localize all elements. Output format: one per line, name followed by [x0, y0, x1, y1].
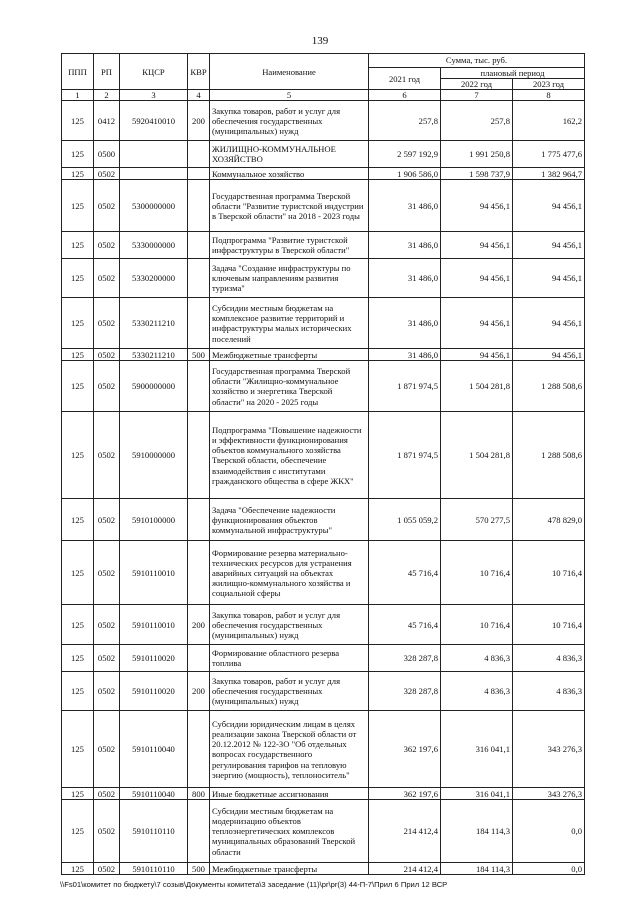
- cell-name: Межбюджетные трансферты: [210, 349, 369, 361]
- table-row: [62, 349, 585, 361]
- cell-ppp: 125: [62, 645, 94, 672]
- column-number: 8: [513, 90, 585, 101]
- cell-kvr: [188, 141, 210, 168]
- cell-amount-2022: 94 456,1: [441, 180, 513, 232]
- cell-amount-2023: 1 288 508,6: [513, 412, 585, 499]
- column-number: 2: [94, 90, 120, 101]
- cell-amount-2022: 94 456,1: [441, 349, 513, 361]
- table-row: [62, 800, 585, 863]
- cell-kvr: [188, 711, 210, 788]
- cell-kcsr: 5910110010: [120, 541, 188, 605]
- budget-table: [61, 53, 585, 875]
- cell-kvr: [188, 168, 210, 180]
- page-number: 139: [311, 35, 329, 47]
- cell-rp: 0502: [94, 499, 120, 541]
- cell-ppp: 125: [62, 361, 94, 412]
- cell-rp: 0502: [94, 168, 120, 180]
- cell-amount-2021: 2 597 192,9: [369, 141, 441, 168]
- cell-amount-2021: 31 486,0: [369, 232, 441, 259]
- cell-ppp: 125: [62, 259, 94, 298]
- cell-amount-2022: 94 456,1: [441, 259, 513, 298]
- cell-name: Закупка товаров, работ и услуг для обеспечения государственных (муниципальных) нужд: [210, 101, 369, 141]
- cell-amount-2021: 31 486,0: [369, 180, 441, 232]
- table-row: [62, 168, 585, 180]
- cell-rp: 0502: [94, 259, 120, 298]
- cell-kcsr: 5910100000: [120, 499, 188, 541]
- cell-kcsr: [120, 141, 188, 168]
- cell-amount-2023: 162,2: [513, 101, 585, 141]
- table-row: [62, 645, 585, 672]
- cell-amount-2021: 45 716,4: [369, 541, 441, 605]
- cell-kcsr: 5910110010: [120, 605, 188, 645]
- cell-name: Закупка товаров, работ и услуг для обеспечения государственных (муниципальных) нужд: [210, 605, 369, 645]
- cell-amount-2023: 94 456,1: [513, 180, 585, 232]
- cell-kcsr: 5910110020: [120, 672, 188, 711]
- header-kcsr: КЦСР: [120, 54, 188, 90]
- cell-name: Государственная программа Тверской области "Развитие туристской индустрии в Тверской области" на 2018 - 2023 годы: [210, 180, 369, 232]
- cell-name: Субсидии местным бюджетам на модернизацию объектов теплоэнергетических комплексов муниципальных образований Тверской области: [210, 800, 369, 863]
- cell-amount-2022: 94 456,1: [441, 298, 513, 349]
- cell-rp: 0502: [94, 298, 120, 349]
- cell-amount-2023: 4 836,3: [513, 672, 585, 711]
- cell-kcsr: 5910110110: [120, 863, 188, 875]
- cell-amount-2021: 31 486,0: [369, 298, 441, 349]
- table-row: [62, 863, 585, 875]
- cell-kvr: 200: [188, 101, 210, 141]
- table-row: [62, 788, 585, 800]
- cell-ppp: 125: [62, 788, 94, 800]
- cell-amount-2022: 316 041,1: [441, 711, 513, 788]
- cell-name: Коммунальное хозяйство: [210, 168, 369, 180]
- cell-ppp: 125: [62, 863, 94, 875]
- cell-kvr: 500: [188, 349, 210, 361]
- table-row: [62, 180, 585, 232]
- cell-rp: 0502: [94, 180, 120, 232]
- cell-kcsr: 5330211210: [120, 349, 188, 361]
- cell-kcsr: 5330000000: [120, 232, 188, 259]
- cell-name: Задача "Обеспечение надежности функционирования объектов коммунальной инфраструктуры": [210, 499, 369, 541]
- table-row: [62, 412, 585, 499]
- cell-amount-2023: 94 456,1: [513, 298, 585, 349]
- cell-rp: 0502: [94, 672, 120, 711]
- cell-amount-2021: 1 871 974,5: [369, 412, 441, 499]
- column-number: 3: [120, 90, 188, 101]
- cell-amount-2021: 362 197,6: [369, 788, 441, 800]
- cell-ppp: 125: [62, 232, 94, 259]
- cell-name: Иные бюджетные ассигнования: [210, 788, 369, 800]
- cell-kcsr: 5900000000: [120, 361, 188, 412]
- column-number: 1: [62, 90, 94, 101]
- cell-amount-2021: 31 486,0: [369, 349, 441, 361]
- cell-name: Государственная программа Тверской области "Жилищно-коммунальное хозяйство и энергетика Тверской области" на 2020 - 2025 годы: [210, 361, 369, 412]
- cell-kvr: [188, 180, 210, 232]
- cell-ppp: 125: [62, 412, 94, 499]
- cell-kvr: 500: [188, 863, 210, 875]
- cell-kcsr: 5910110040: [120, 711, 188, 788]
- header-sum: Сумма, тыс. руб.: [369, 54, 585, 68]
- cell-rp: 0502: [94, 541, 120, 605]
- footer-file-path: \\Fs01\комитет по бюджету\7 созыв\Документы комитета\3 заседание (11)\pr\pr(3) 44-П-7\Прил 6 Прил 12 ВСР: [60, 880, 448, 889]
- cell-kcsr: [120, 168, 188, 180]
- table-row: [62, 101, 585, 141]
- cell-kvr: [188, 499, 210, 541]
- table-row: [62, 541, 585, 605]
- cell-ppp: 125: [62, 349, 94, 361]
- cell-ppp: 125: [62, 499, 94, 541]
- cell-kvr: [188, 232, 210, 259]
- cell-name: Субсидии местным бюджетам на комплексное развитие территорий и инфраструктуры малых исторических поселений: [210, 298, 369, 349]
- column-number: 5: [210, 90, 369, 101]
- cell-name: Субсидии юридическим лицам в целях реализации закона Тверской области от 20.12.2012 № 122-ЗО "Об отдельных вопросах государственного регулирования тарифов на тепловую энергию (мощность), теплоноситель": [210, 711, 369, 788]
- cell-amount-2023: 94 456,1: [513, 349, 585, 361]
- cell-rp: 0502: [94, 412, 120, 499]
- cell-amount-2023: 0,0: [513, 800, 585, 863]
- cell-kcsr: 5330200000: [120, 259, 188, 298]
- cell-amount-2021: 214 412,4: [369, 863, 441, 875]
- cell-amount-2022: 4 836,3: [441, 645, 513, 672]
- cell-ppp: 125: [62, 141, 94, 168]
- table-row: [62, 232, 585, 259]
- column-numbers-row: [62, 90, 585, 101]
- cell-amount-2023: 343 276,3: [513, 788, 585, 800]
- cell-amount-2022: 257,8: [441, 101, 513, 141]
- cell-kvr: 800: [188, 788, 210, 800]
- cell-amount-2022: 1 991 250,8: [441, 141, 513, 168]
- table-row: [62, 298, 585, 349]
- cell-kvr: [188, 361, 210, 412]
- cell-amount-2022: 184 114,3: [441, 800, 513, 863]
- cell-name: Задача "Создание инфраструктуры по ключевым направлениям развития туризма": [210, 259, 369, 298]
- column-number: 4: [188, 90, 210, 101]
- header-kvr: КВР: [188, 54, 210, 90]
- cell-name: Формирование резерва материально-технических ресурсов для устранения аварийных ситуаций на объектах жилищно-коммунального хозяйства и социальной сферы: [210, 541, 369, 605]
- cell-kvr: [188, 298, 210, 349]
- cell-amount-2023: 1 775 477,6: [513, 141, 585, 168]
- table-row: [62, 361, 585, 412]
- cell-ppp: 125: [62, 180, 94, 232]
- table-body: [62, 101, 585, 875]
- cell-kcsr: 5920410010: [120, 101, 188, 141]
- table-row: [62, 672, 585, 711]
- cell-amount-2022: 94 456,1: [441, 232, 513, 259]
- table-header: [62, 54, 585, 101]
- table-row: [62, 605, 585, 645]
- header-planned-period: плановый период: [441, 68, 585, 79]
- table-row: [62, 259, 585, 298]
- header-ppp: ППП: [62, 54, 94, 90]
- cell-amount-2022: 4 836,3: [441, 672, 513, 711]
- cell-amount-2021: 1 055 059,2: [369, 499, 441, 541]
- header-name: Наименование: [210, 54, 369, 90]
- cell-kcsr: 5300000000: [120, 180, 188, 232]
- cell-rp: 0502: [94, 800, 120, 863]
- cell-amount-2023: 0,0: [513, 863, 585, 875]
- cell-kcsr: 5330211210: [120, 298, 188, 349]
- cell-amount-2022: 1 504 281,8: [441, 412, 513, 499]
- cell-name: Подпрограмма "Развитие туристской инфраструктуры в Тверской области": [210, 232, 369, 259]
- cell-amount-2023: 4 836,3: [513, 645, 585, 672]
- cell-amount-2023: 10 716,4: [513, 541, 585, 605]
- cell-amount-2023: 343 276,3: [513, 711, 585, 788]
- cell-kvr: [188, 412, 210, 499]
- header-year-2021: 2021 год: [369, 68, 441, 90]
- cell-amount-2021: 1 906 586,0: [369, 168, 441, 180]
- cell-rp: 0412: [94, 101, 120, 141]
- cell-amount-2021: 257,8: [369, 101, 441, 141]
- cell-amount-2023: 1 382 964,7: [513, 168, 585, 180]
- cell-amount-2023: 10 716,4: [513, 605, 585, 645]
- cell-name: Подпрограмма "Повышение надежности и эффективности функционирования объектов коммунального хозяйства Тверской области, обеспечение взаимодействия с институтами гражданского общества в сфере ЖКХ": [210, 412, 369, 499]
- cell-ppp: 125: [62, 605, 94, 645]
- cell-amount-2023: 94 456,1: [513, 232, 585, 259]
- cell-amount-2022: 570 277,5: [441, 499, 513, 541]
- cell-rp: 0502: [94, 788, 120, 800]
- cell-ppp: 125: [62, 541, 94, 605]
- cell-rp: 0500: [94, 141, 120, 168]
- column-number: 7: [441, 90, 513, 101]
- header-rp: РП: [94, 54, 120, 90]
- table-row: [62, 141, 585, 168]
- cell-amount-2021: 1 871 974,5: [369, 361, 441, 412]
- cell-kcsr: 5910110040: [120, 788, 188, 800]
- cell-name: Закупка товаров, работ и услуг для обеспечения государственных (муниципальных) нужд: [210, 672, 369, 711]
- cell-name: ЖИЛИЩНО-КОММУНАЛЬНОЕ ХОЗЯЙСТВО: [210, 141, 369, 168]
- cell-amount-2021: 328 287,8: [369, 672, 441, 711]
- cell-amount-2021: 328 287,8: [369, 645, 441, 672]
- cell-kvr: [188, 645, 210, 672]
- cell-amount-2021: 45 716,4: [369, 605, 441, 645]
- cell-ppp: 125: [62, 168, 94, 180]
- table-row: [62, 711, 585, 788]
- header-year-2023: 2023 год: [513, 79, 585, 90]
- cell-rp: 0502: [94, 361, 120, 412]
- cell-rp: 0502: [94, 232, 120, 259]
- cell-ppp: 125: [62, 711, 94, 788]
- cell-amount-2023: 1 288 508,6: [513, 361, 585, 412]
- header-year-2022: 2022 год: [441, 79, 513, 90]
- cell-rp: 0502: [94, 863, 120, 875]
- table-row: [62, 499, 585, 541]
- cell-amount-2022: 10 716,4: [441, 541, 513, 605]
- cell-kvr: 200: [188, 605, 210, 645]
- cell-amount-2023: 94 456,1: [513, 259, 585, 298]
- cell-amount-2021: 214 412,4: [369, 800, 441, 863]
- column-number: 6: [369, 90, 441, 101]
- cell-rp: 0502: [94, 645, 120, 672]
- cell-ppp: 125: [62, 800, 94, 863]
- cell-amount-2021: 362 197,6: [369, 711, 441, 788]
- cell-kvr: [188, 259, 210, 298]
- cell-name: Формирование областного резерва топлива: [210, 645, 369, 672]
- cell-ppp: 125: [62, 101, 94, 141]
- cell-rp: 0502: [94, 711, 120, 788]
- cell-ppp: 125: [62, 672, 94, 711]
- cell-amount-2022: 316 041,1: [441, 788, 513, 800]
- cell-name: Межбюджетные трансферты: [210, 863, 369, 875]
- cell-amount-2022: 1 598 737,9: [441, 168, 513, 180]
- cell-amount-2022: 1 504 281,8: [441, 361, 513, 412]
- cell-amount-2022: 10 716,4: [441, 605, 513, 645]
- cell-kcsr: 5910110110: [120, 800, 188, 863]
- cell-rp: 0502: [94, 605, 120, 645]
- cell-amount-2023: 478 829,0: [513, 499, 585, 541]
- cell-kcsr: 5910110020: [120, 645, 188, 672]
- cell-amount-2022: 184 114,3: [441, 863, 513, 875]
- cell-ppp: 125: [62, 298, 94, 349]
- cell-kcsr: 5910000000: [120, 412, 188, 499]
- cell-kvr: [188, 541, 210, 605]
- cell-kvr: 200: [188, 672, 210, 711]
- cell-rp: 0502: [94, 349, 120, 361]
- cell-amount-2021: 31 486,0: [369, 259, 441, 298]
- cell-kvr: [188, 800, 210, 863]
